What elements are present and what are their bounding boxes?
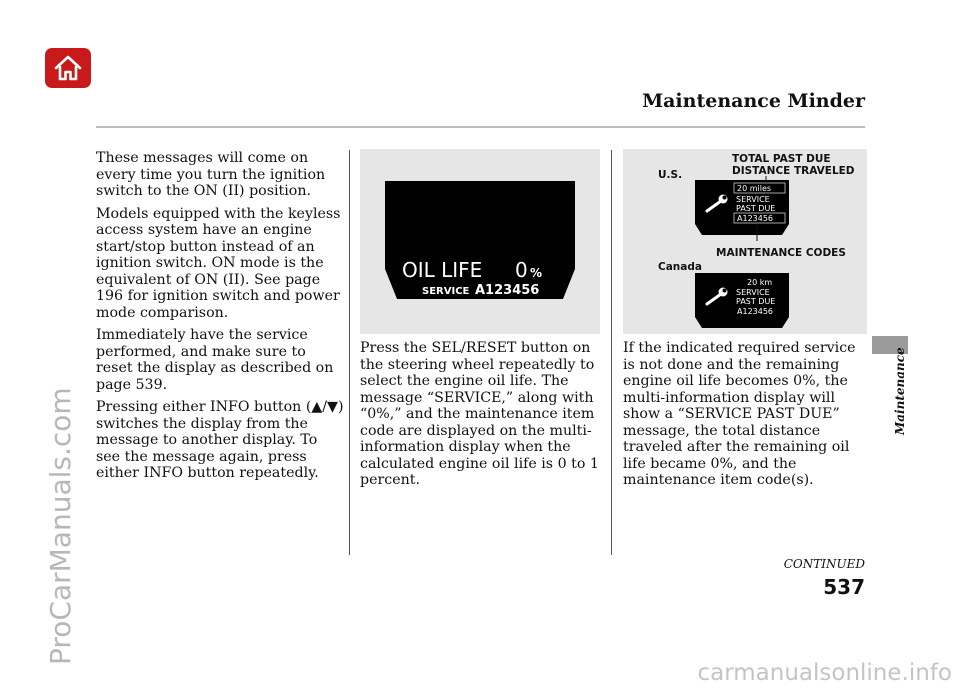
page-title: Maintenance Minder (642, 90, 865, 112)
us-distance: 20 miles (737, 184, 772, 193)
us-line-1: SERVICE (736, 195, 770, 204)
home-icon (53, 54, 83, 82)
us-code: A123456 (737, 214, 774, 223)
us-label: U.S. (658, 169, 683, 181)
canada-label: Canada (658, 261, 702, 273)
service-label: SERVICE (422, 286, 470, 297)
column-divider (349, 150, 350, 555)
service-past-due-svg (623, 149, 867, 334)
service-past-due-figure (623, 149, 867, 334)
ca-code: A123456 (737, 307, 774, 316)
ca-line-2: PAST DUE (736, 297, 776, 306)
watermark-left: ProCarManuals.com (44, 387, 77, 665)
home-button[interactable] (45, 48, 91, 88)
column-1 (96, 150, 344, 488)
oil-life-display-figure (360, 149, 600, 334)
paragraph: Pressing either INFO button (▲/▼) switches the display from the message to another display. To see the message again, press either INFO button repeatedly. (96, 399, 344, 481)
section-tab-label: Maintenance (893, 347, 907, 435)
paragraph: Immediately have the service performed, and make sure to reset the display as described on page 539. (96, 327, 334, 393)
ca-line-1: SERVICE (736, 288, 770, 297)
ca-distance: 20 km (747, 278, 773, 287)
watermark-bottom: carmanualsonline.info (697, 660, 952, 686)
us-line-2: PAST DUE (736, 204, 776, 213)
paragraph: These messages will come on every time you turn the ignition switch to the ON (II) position. (96, 150, 326, 199)
column-2 (360, 340, 600, 495)
page-number: 537 (823, 575, 865, 599)
paragraph: Press the SEL/RESET button on the steering wheel repeatedly to select the engine oil life. The message “SERVICE,” along with “0%,” and the maintenance item code are displayed on the multi-information display when the calculated engine oil life is 0 to 1 percent. (360, 340, 599, 488)
oil-life-unit: % (530, 266, 543, 280)
callout-distance-traveled: DISTANCE TRAVELED (732, 165, 855, 177)
column-divider (611, 150, 612, 555)
oil-life-value: 0 (515, 258, 528, 282)
callout-total-past-due: TOTAL PAST DUE (732, 153, 831, 165)
callout-maintenance-codes: MAINTENANCE CODES (716, 247, 846, 259)
column-3 (623, 340, 868, 495)
header-divider (96, 126, 865, 128)
service-code: A123456 (475, 283, 540, 298)
paragraph: If the indicated required service is not done and the remaining engine oil life becomes 0%, the multi-information display will show a “SERVICE PAST DUE” message, the total distance traveled after the remaining oil life became 0%, and the maintenance item code(s). (623, 340, 856, 488)
oil-life-label: OIL LIFE (402, 258, 483, 282)
oil-life-display-svg (360, 149, 600, 334)
continued-label: CONTINUED (783, 557, 865, 571)
paragraph: Models equipped with the keyless access system have an engine start/stop button instead of an ignition switch. ON mode is the equivalent of ON (II). See page 196 for ignition switch and power mode comparison. (96, 205, 341, 321)
